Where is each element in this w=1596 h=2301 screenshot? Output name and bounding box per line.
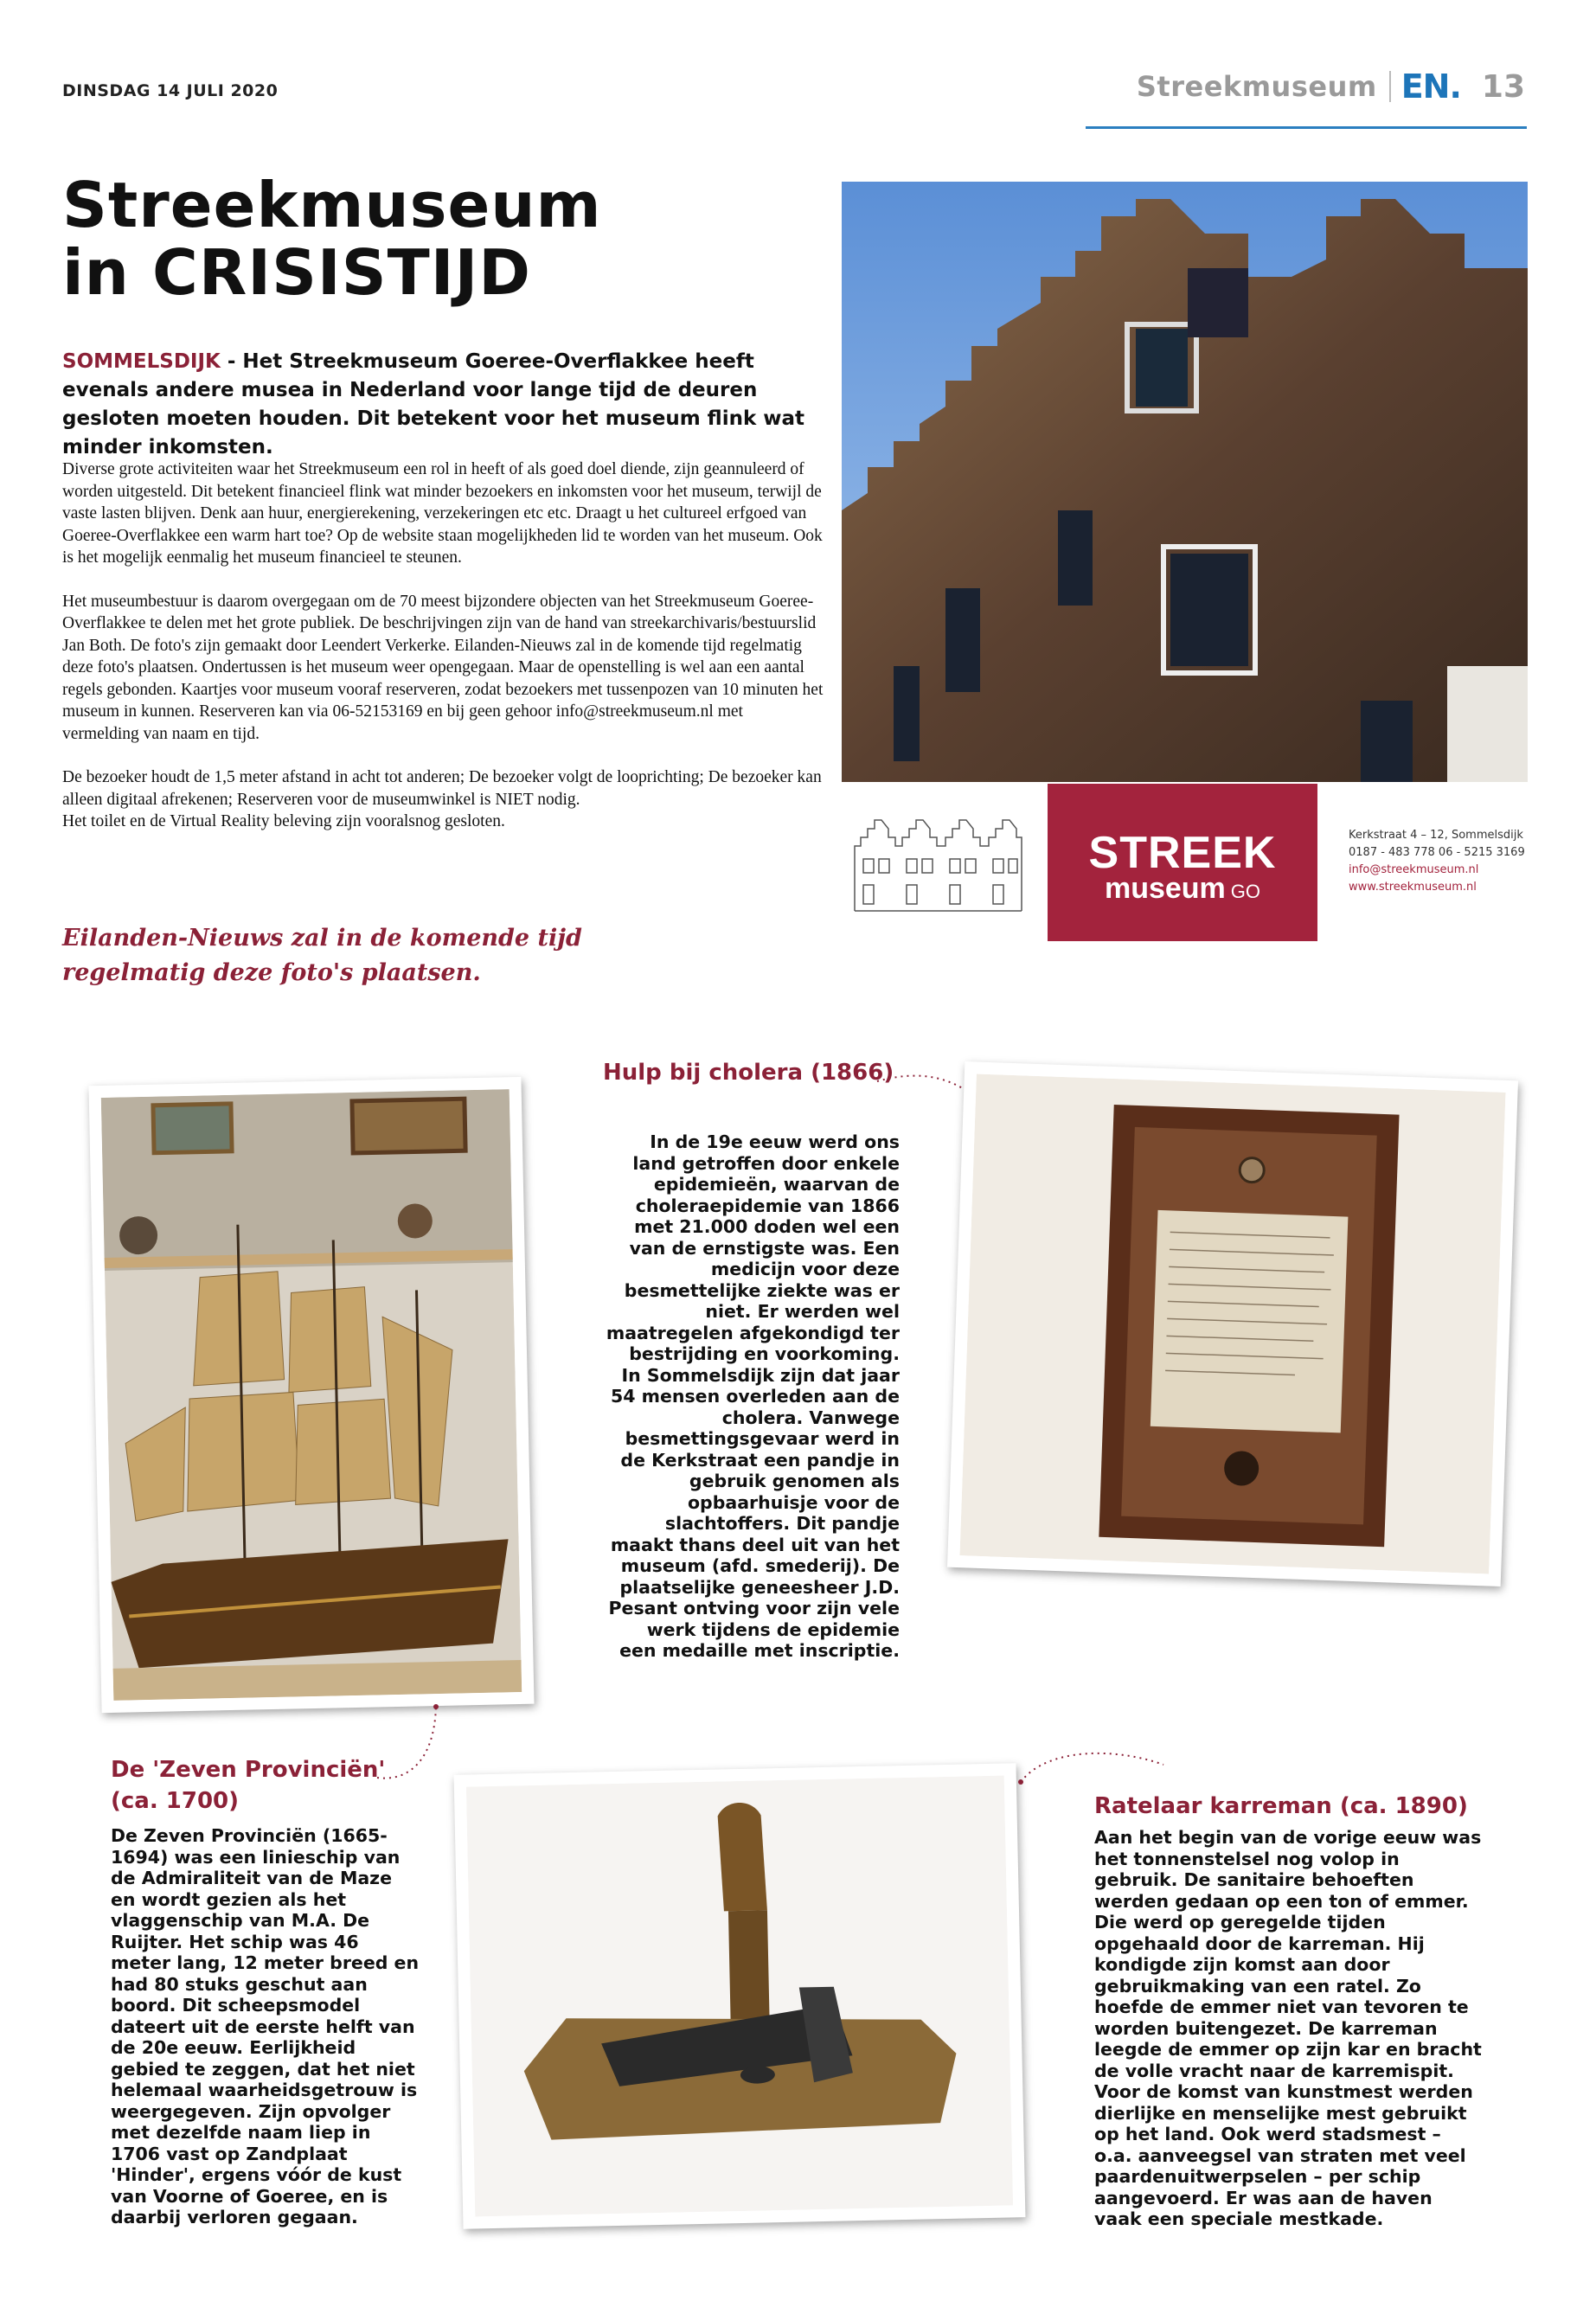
dateline-place: SOMMELSDIJK: [62, 350, 221, 373]
title-line-2: in CRISISTIJD: [62, 236, 532, 309]
zeven-provincien-text: De Zeven Provinciën (1665-1694) was een linieschip van de Admiraliteit van de Maze en wordt gezien als het vlaggenschip van M.A. De Ruijter. Het schip was 46 meter lang, 12 meter breed en had 80 stuks geschut aan boord. Dit scheepsmodel dateert uit de eerste helft van de 20e eeuw. Eerlijkheid gebied te zeggen, dat het niet helemaal waarheidsgetrouw is weergegeven. Zijn opvolger met dezelfde naam liep in 1706 vast op Zandplaat 'Hinder', ergens vóór de kust van Voorne of Goeree, en is daarbij verloren gegaan.: [111, 1825, 420, 2227]
museum-contact-info: [1349, 827, 1525, 896]
body-paragraph: Diverse grote activiteiten waar het Streekmuseum een rol in heeft of als goed doel diende, zijn geannuleerd of worden uitgesteld. Dit betekent financieel flink wat minder bezoekers en inkomsten voor het museum, terwijl de vaste lasten blijven. Denk aan huur, energierekening, verzekeringen etc etc. Draagt u het cultureel erfgoed van Goeree-Overflakkee een warm hart toe? Op de website staan mogelijkheden lid te worden van het museum. Ook is het mogelijk eenmalig het museum financieel te steunen.: [62, 460, 823, 567]
ratelaar-connector: [1012, 1747, 1168, 1791]
museum-website[interactable]: www.streekmuseum.nl: [1349, 881, 1477, 894]
museum-phones: 0187 - 483 778 06 - 5215 3169: [1349, 846, 1525, 859]
body-paragraph: De bezoeker houdt de 1,5 meter afstand in acht tot anderen; De bezoeker volgt de looprichting; De bezoeker kan alleen digitaal afrekenen; Reserveren voor de museumwinkel is NIET nodig. Het toilet en de Virtual Reality beleving zijn vooralsnog gesloten.: [62, 768, 822, 830]
ratelaar-text: Aan het begin van de vorige eeuw was het tonnenstelsel nog volop in gebruik. De sanitaire behoeften werden gedaan op een ton of emmer. Die werd op geregelde tijden opgehaald door de karreman. Hij kondigde zijn komst aan door gebruikmaking van een ratel. Zo hoefde de emmer niet van tevoren te worden buitengezet. De karreman leegde de emmer op zijn kar en bracht de volle vracht naar de karremispit. Voor de komst van kunstmest werden dierlijke en menselijke mest gebruikt op het land. Ook werd stadsmest – o.a. aanveegsel van straten met veel paardenuitwerpselen – per schip aangevoerd. Er was aan de haven vaak een speciale mestkade.: [1094, 1827, 1482, 2229]
header-divider: [1389, 71, 1391, 102]
zeven-title-line-2: (ca. 1700): [111, 1788, 240, 1814]
body-paragraph: Het museumbestuur is daarom overgegaan om de 70 meest bijzondere objecten van het Streekmuseum Goeree-Overflakkee te delen met het grote publiek. De beschrijvingen zijn van de hand van streekarchivaris/bestuurslid Jan Both. De foto's zijn gemaakt door Leendert Verkerke. Eilanden-Nieuws zal in de komende tijd regelmatig deze foto's plaatsen. Ondertussen is het museum weer opengegaan. Maar de openstelling is wel aan een aantal regels gebonden. Kaartjes voor museum vooraf reserveren, zodat bezoekers met tussenpozen van 10 minuten het museum in kunnen. Reserveren kan via 06-52153169 en bij geen gehoor info@streekmuseum.nl met vermelding van naam en tijd.: [62, 592, 824, 743]
en-logo: EN.: [1401, 67, 1461, 106]
title-line-1: Streekmuseum: [62, 169, 602, 241]
cholera-certificate-photo: [947, 1061, 1518, 1586]
museum-address: Kerkstraat 4 – 12, Sommelsdijk: [1349, 829, 1523, 842]
museum-building-photo: [842, 182, 1528, 782]
logo-museum: museum GO: [1104, 872, 1261, 905]
ratelaar-title: Ratelaar karreman (ca. 1890): [1094, 1793, 1468, 1819]
facade-drawing-icon: [850, 811, 1023, 915]
article-title: [62, 169, 602, 309]
zeven-provincien-title: [111, 1754, 385, 1817]
cholera-text: In de 19e eeuw werd ons land getroffen door enkele epidemieën, waarvan de choleraepidemie van 1866 met 21.000 doden wel een van de ernstigste was. Een medicijn voor deze besmettelijke ziekte was er niet. Er werden wel maatregelen afgekondigd ter bestrijding en voorkoming. In Sommelsdijk zijn dat jaar 54 mensen overleden aan de cholera. Vanwege besmettingsgevaar werd in de Kerkstraat een pandje in gebruik genomen als opbaarhuisje voor de slachtoffers. Dit pandje maakt thans deel uit van het museum (afd. smederij). De plaatselijke geneesheer J.D. Pesant ontving voor zijn vele werk tijdens de epidemie een medaille met inscriptie.: [606, 1131, 900, 1661]
ratel-photo: [454, 1763, 1026, 2228]
museum-banner: [842, 784, 1528, 941]
zeven-title-line-1: De 'Zeven Provinciën': [111, 1757, 386, 1783]
logo-go: GO: [1230, 881, 1261, 902]
article-lead: [62, 348, 815, 462]
article-body: [62, 458, 824, 855]
header-rule: [1086, 126, 1527, 129]
museum-email[interactable]: info@streekmuseum.nl: [1349, 863, 1479, 876]
page-number: 13: [1481, 68, 1525, 105]
pull-quote: Eilanden-Nieuws zal in de komende tijd regelmatig deze foto's plaatsen.: [62, 925, 582, 986]
publication-date: DINSDAG 14 JULI 2020: [62, 81, 279, 100]
ship-model-photo: [88, 1077, 534, 1713]
logo-streek: STREEK: [1088, 828, 1277, 878]
lead-text: - Het Streekmuseum Goeree-Overflakkee heeft evenals andere musea in Nederland voor lange tijd de deuren gesloten moeten houden. Dit betekent voor het museum flink wat minder inkomsten.: [62, 350, 805, 458]
zeven-connector: [374, 1700, 452, 1786]
section-name: Streekmuseum: [1136, 70, 1377, 103]
page-header: [1137, 67, 1525, 106]
cholera-title: Hulp bij cholera (1866): [603, 1060, 894, 1086]
museum-logo: [1048, 784, 1317, 941]
